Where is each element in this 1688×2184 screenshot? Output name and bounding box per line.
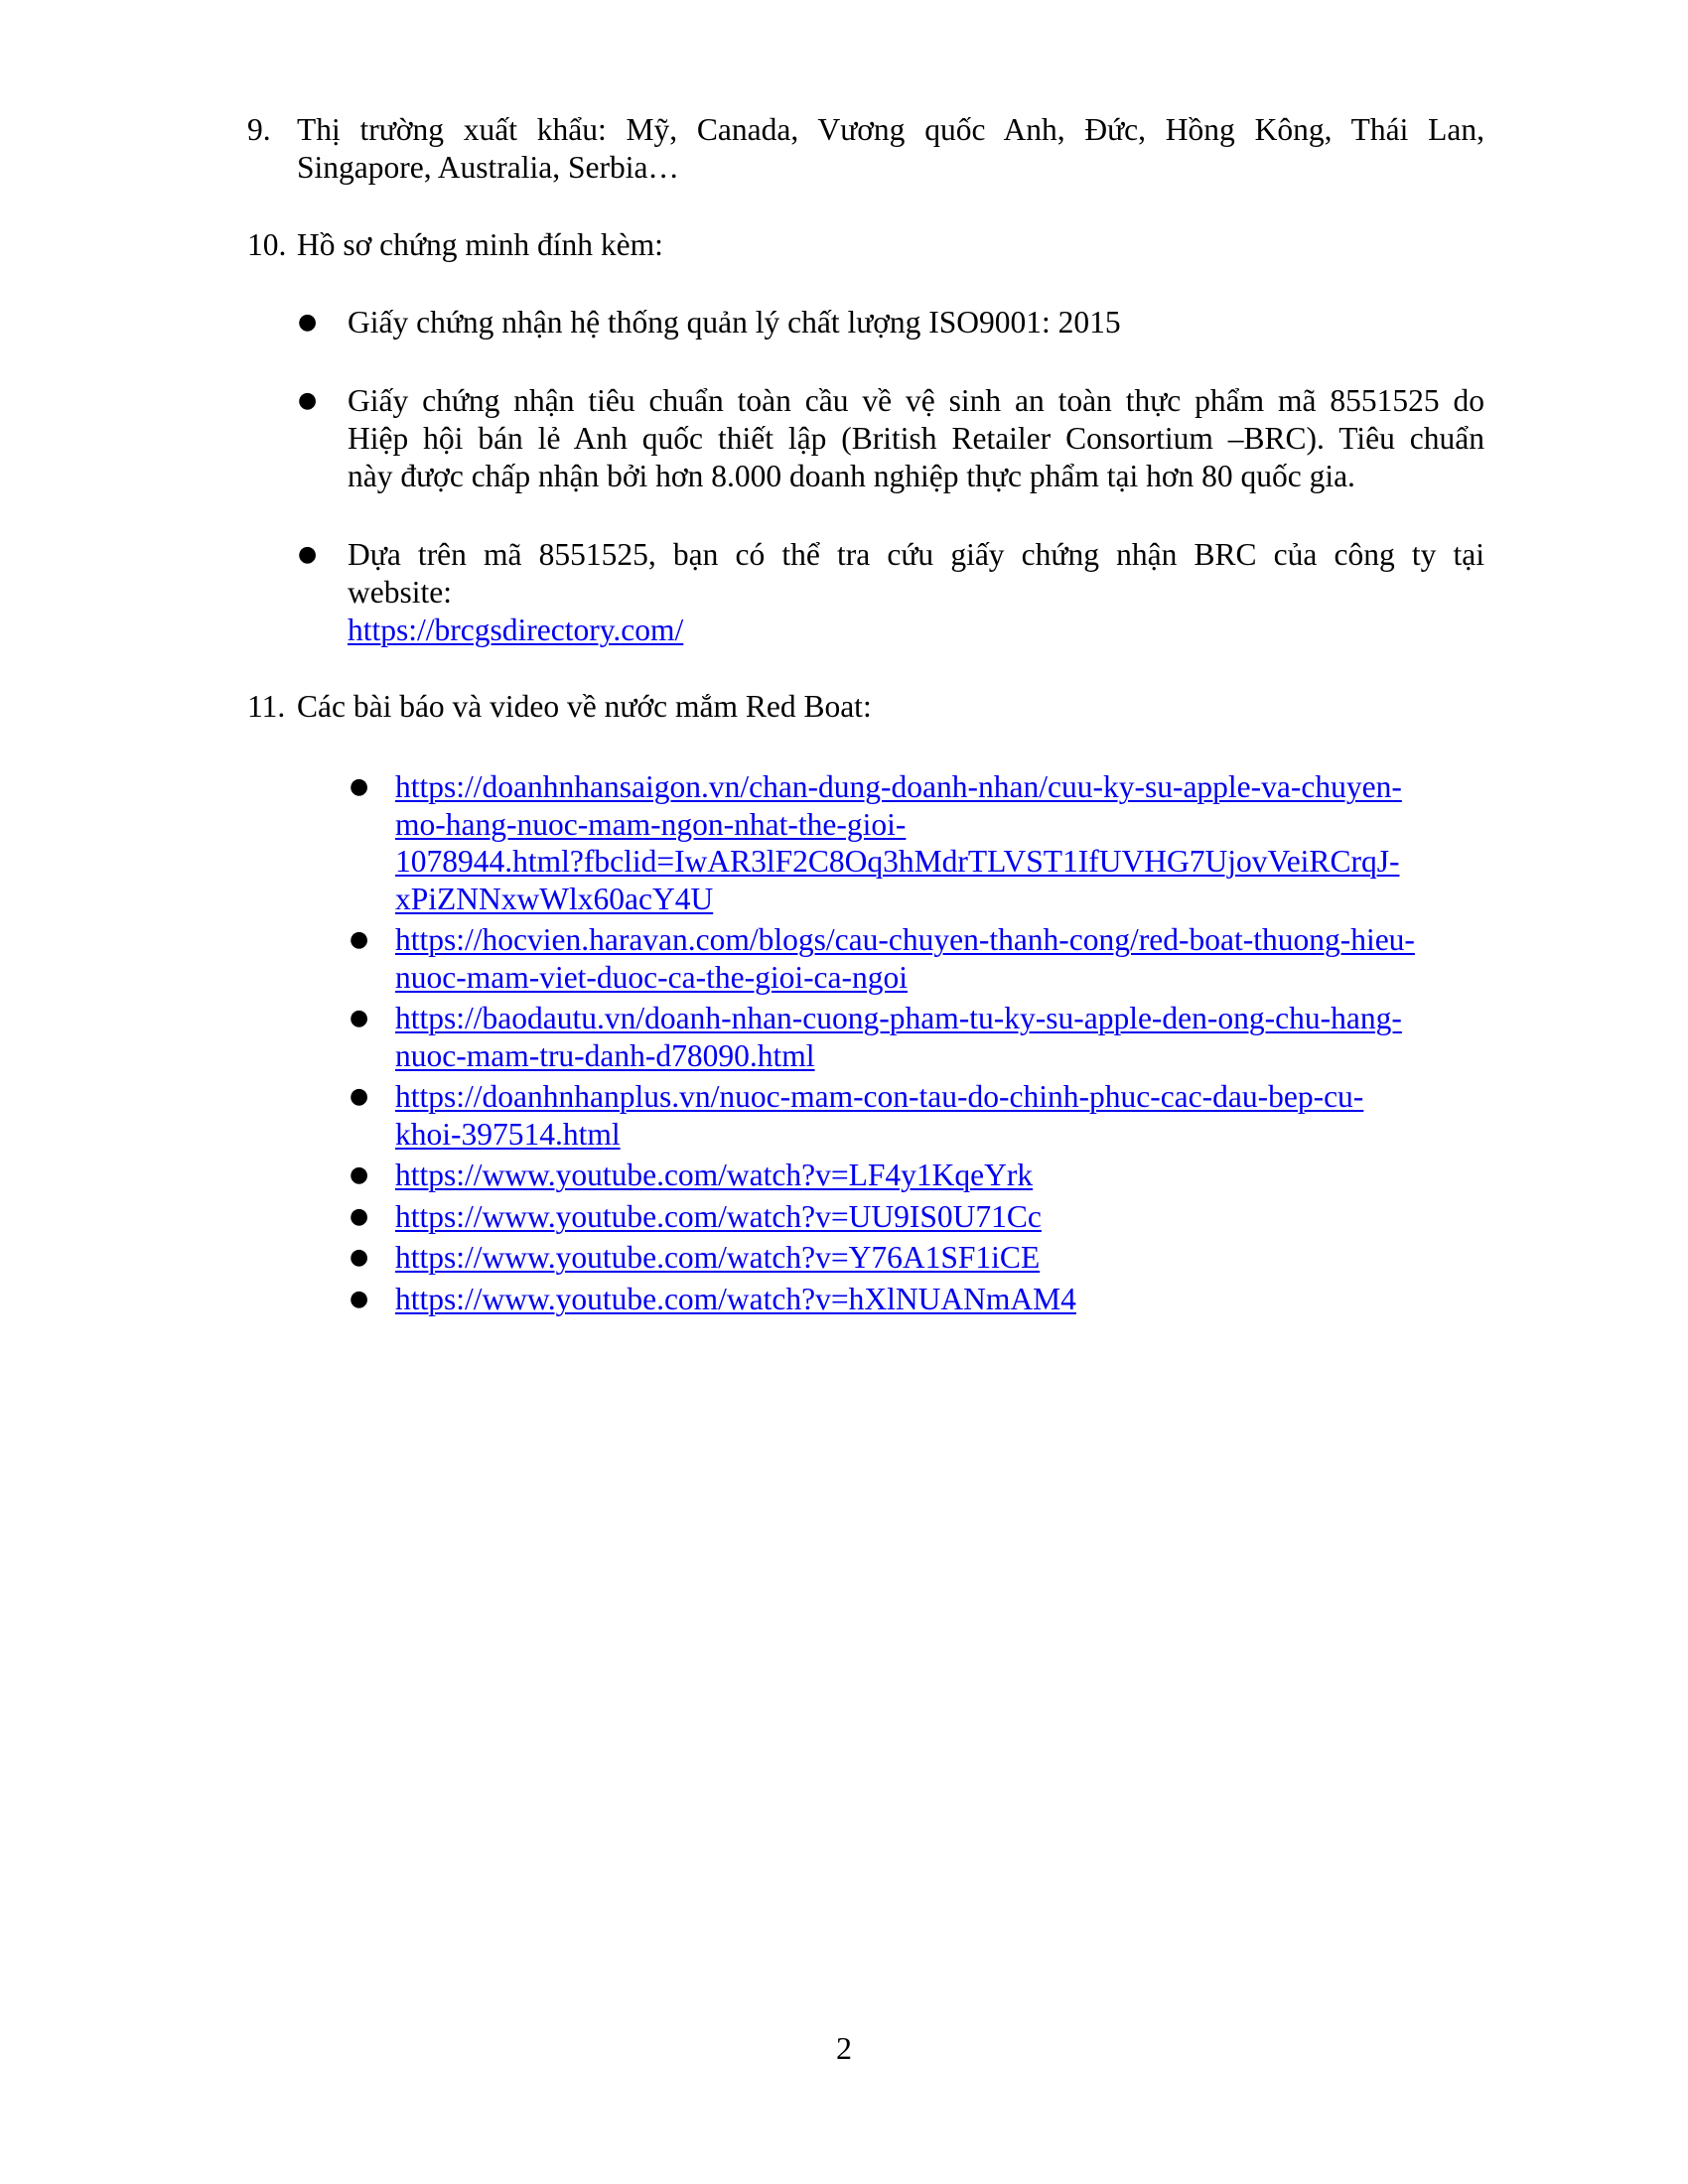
article-link-doanhnhanplus[interactable]: https://doanhnhanplus.vn/nuoc-mam-con-tau-do-chinh-phuc-cac-dau-bep-cu- khoi-397514.html [395, 1079, 1364, 1152]
bullet-icon: ● [350, 1006, 369, 1030]
heading-text: Hồ sơ chứng minh đính kèm: [297, 227, 663, 262]
list-item [350, 1157, 1491, 1194]
text-line: này được chấp nhận bởi hơn 8.000 doanh nghiệp thực phẩm tại hơn 80 quốc gia. [348, 459, 1355, 493]
article-link-list [350, 768, 1491, 1321]
bullet-icon: ● [350, 1162, 369, 1187]
youtube-link-2[interactable]: https://www.youtube.com/watch?v=UU9IS0U71Cc [395, 1198, 1042, 1234]
list-item [350, 1281, 1491, 1318]
list-item [350, 768, 1491, 917]
bullet-icon: ● [350, 1084, 369, 1109]
item-heading [297, 226, 1484, 264]
bullet-icon: ● [350, 1203, 369, 1229]
list-item [350, 1198, 1491, 1236]
item-number: 9. [247, 112, 271, 147]
youtube-link-3[interactable]: https://www.youtube.com/watch?v=Y76A1SF1iCE [395, 1240, 1041, 1275]
list-item [350, 1239, 1491, 1277]
article-link-baodautu[interactable]: https://baodautu.vn/doanh-nhan-cuong-pham-tu-ky-su-apple-den-ong-chu-hang- nuoc-mam-tru-danh-d78090.html [395, 1001, 1402, 1073]
text-line: Hiệp hội bán lẻ Anh quốc thiết lập (British Retailer Consortium –BRC). Tiêu chuẩn [348, 421, 1484, 456]
bullet-item [298, 536, 1484, 649]
bullet-icon: ● [350, 1286, 369, 1311]
heading-text: Các bài báo và video về nước mắm Red Boat: [297, 689, 872, 724]
bullet-icon: ● [298, 388, 318, 413]
list-item [350, 921, 1491, 996]
text-line: Giấy chứng nhận hệ thống quản lý chất lượng ISO9001: 2015 [348, 305, 1121, 340]
item-text [297, 111, 1484, 187]
article-link-haravan[interactable]: https://hocvien.haravan.com/blogs/cau-chuyen-thanh-cong/red-boat-thuong-hieu- nuoc-mam-viet-duoc-ca-the-gioi-ca-ngoi [395, 922, 1415, 995]
item-heading [297, 688, 1484, 726]
bullet-icon: ● [350, 774, 369, 799]
list-item-11 [247, 688, 1484, 726]
item-number: 11. [247, 689, 286, 724]
list-item [350, 1078, 1491, 1153]
brc-directory-link[interactable]: https://brcgsdirectory.com/ [348, 613, 684, 647]
bullet-icon: ● [298, 310, 318, 335]
text-line: Singapore, Australia, Serbia… [297, 150, 679, 185]
bullet-icon: ● [350, 1245, 369, 1270]
text-line: website: [348, 575, 452, 610]
youtube-link-4[interactable]: https://www.youtube.com/watch?v=hXlNUANmAM4 [395, 1281, 1076, 1316]
bullet-item [298, 382, 1484, 495]
text-line: Dựa trên mã 8551525, bạn có thể tra cứu giấy chứng nhận BRC của công ty tại [348, 537, 1484, 572]
list-item [350, 1000, 1491, 1074]
text-line: Giấy chứng nhận tiêu chuẩn toàn cầu về vệ sinh an toàn thực phẩm mã 8551525 do [348, 383, 1484, 418]
list-item-10 [247, 226, 1484, 264]
page-number: 2 [836, 2030, 852, 2066]
bullet-icon: ● [298, 542, 318, 567]
item-number: 10. [247, 227, 287, 262]
text-line: Thị trường xuất khẩu: Mỹ, Canada, Vương quốc Anh, Đức, Hồng Kông, Thái Lan, [297, 112, 1484, 147]
article-link-doanhnhansaigon[interactable]: https://doanhnhansaigon.vn/chan-dung-doanh-nhan/cuu-ky-su-apple-va-chuyen- mo-hang-nuoc-mam-ngon-nhat-the-gioi- 1078944.html?fbclid=IwAR3lF2C8Oq3hMdrTLVST1IfUVHG7UjovVeiRCrqJ- xPiZNNxwWlx60acY4U [395, 769, 1402, 916]
list-item-9 [247, 111, 1484, 187]
bullet-item [298, 304, 1484, 341]
youtube-link-1[interactable]: https://www.youtube.com/watch?v=LF4y1KqeYrk [395, 1158, 1034, 1192]
bullet-icon: ● [350, 927, 369, 952]
